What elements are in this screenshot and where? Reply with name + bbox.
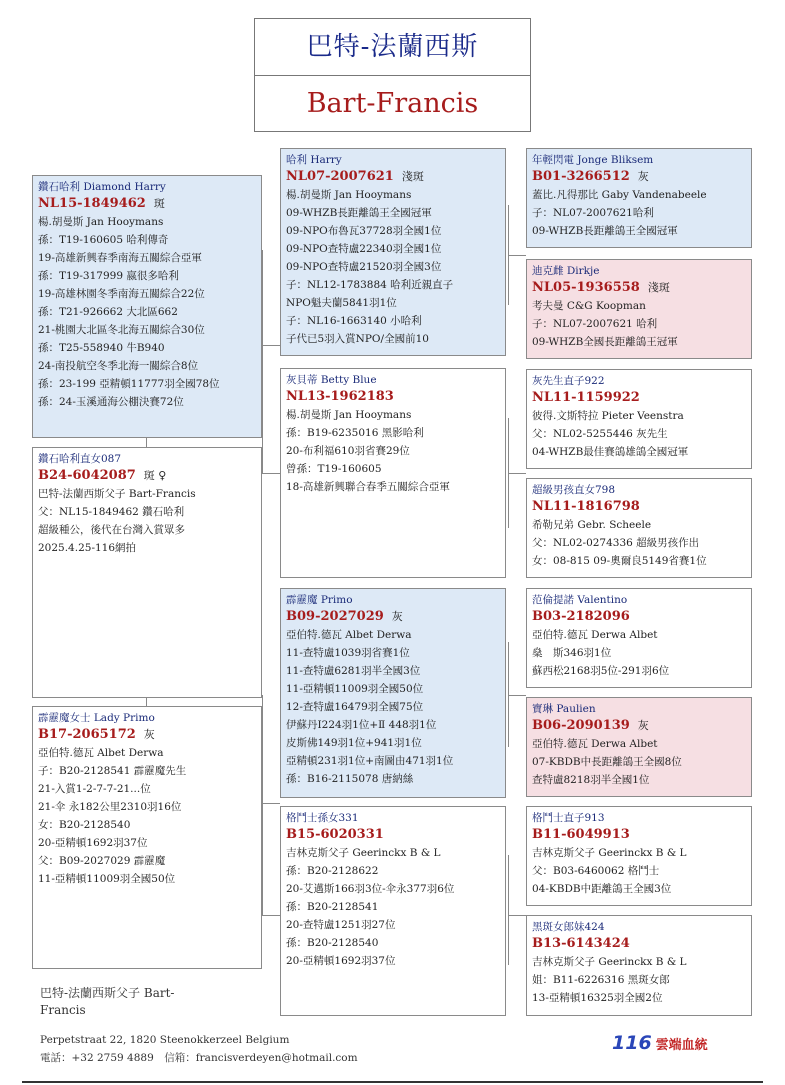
owner-name <box>40 985 240 1019</box>
ds-dam-card[interactable] <box>526 697 752 797</box>
detail-line: 父：NL02-0274336 超級男孩作出 <box>532 537 700 549</box>
ring-number: B17-2065172 灰 <box>38 727 155 742</box>
detail-line: 04-KBDB中距離鴿王全國3位 <box>532 883 672 895</box>
ring-number: NL07-2007621 淺斑 <box>286 169 424 184</box>
ds-sire-card[interactable] <box>526 588 752 688</box>
detail-line: 伊蘇丹Ⅰ224羽1位+Ⅱ 448羽1位 <box>286 719 437 731</box>
contact-block <box>40 1031 358 1067</box>
detail-line: 子：B20-2128541 霹靂魔先生 <box>38 765 187 777</box>
detail-line: 考夫曼 C&G Koopman <box>532 300 646 312</box>
detail-line: 燊 斯346羽1位 <box>532 647 612 659</box>
ring-number: NL13-1962183 <box>286 389 394 404</box>
pigeon-details <box>532 407 746 461</box>
detail-line: 20-艾邁斯166羽3位-伞永377羽6位 <box>286 883 455 895</box>
pigeon-name: 灰先生直子922 <box>532 375 605 387</box>
detail-line: 04-WHZB最佳賽鴿雄鴿全國冠軍 <box>532 446 689 458</box>
pigeon-name: 迪克雌 Dirkje <box>532 265 600 277</box>
ring-number: B15-6020331 <box>286 827 384 842</box>
ss-sire-card[interactable] <box>526 148 752 248</box>
pigeon-name: 霹靂魔 Primo <box>286 594 353 606</box>
detail-line: 子代已5羽入賞NPO/全國前10 <box>286 333 429 345</box>
detail-line: 20-查特盧1251羽27位 <box>286 919 396 931</box>
detail-line: 孫：T25-558940 牛B940 <box>38 342 165 354</box>
detail-line: 父：B09-2027029 霹靂魔 <box>38 855 166 867</box>
dam-card[interactable] <box>32 706 262 969</box>
detail-line: 孫：B20-2128622 <box>286 865 379 877</box>
contact-info: 電話：+32 2759 4889 信箱：francisverdeyen@hotmail.com <box>40 1052 358 1064</box>
detail-line: 父：NL02-5255446 灰先生 <box>532 428 668 440</box>
detail-line: 09-NPO查特盧22340羽全國1位 <box>286 243 442 255</box>
detail-line: 孫：T21-926662 大北區662 <box>38 306 178 318</box>
pigeon-color: 灰 <box>637 719 649 732</box>
detail-line: 吉林克斯父子 Geerinckx B & L <box>286 847 441 859</box>
detail-line: 19-高雄新興春季南海五關綜合亞軍 <box>38 252 202 264</box>
detail-line: 女：B20-2128540 <box>38 819 131 831</box>
pigeon-name: 范倫提諾 Valentino <box>532 594 628 606</box>
pigeon-color: 灰 <box>637 170 649 183</box>
sire-card[interactable] <box>32 175 262 438</box>
detail-line: 21-入賞1-2-7-7-21...位 <box>38 783 151 795</box>
detail-line: 亞精頓231羽1位+南圖由471羽1位 <box>286 755 454 767</box>
brand-logo <box>612 1032 722 1056</box>
detail-line: 亞伯特.德瓦 Albet Derwa <box>38 747 164 759</box>
connector <box>262 345 280 346</box>
detail-line: 子：NL16-1663140 小哈利 <box>286 315 422 327</box>
ring-number: NL05-1936558 淺斑 <box>532 280 670 295</box>
detail-line: 彼得.文斯特拉 Pieter Veenstra <box>532 410 684 422</box>
detail-line: 女：08-815 09-奧爾良5149省賽1位 <box>532 555 707 567</box>
detail-line: 父：B03-6460062 格鬥士 <box>532 865 660 877</box>
logo-number: 116 <box>612 1032 652 1054</box>
pigeon-name: 哈利 Harry <box>286 154 342 166</box>
pigeon-name: 霹靂魔女士 Lady Primo <box>38 712 155 724</box>
detail-line: 曾孫：T19-160605 <box>286 463 382 475</box>
connector <box>146 698 147 706</box>
connector <box>262 695 263 915</box>
detail-line: 2025.4.25-116網拍 <box>38 542 137 554</box>
detail-line: 24-南投航空冬季北海一關綜合8位 <box>38 360 199 372</box>
connector <box>262 803 280 804</box>
detail-line: 孫：B20-2128540 <box>286 937 379 949</box>
detail-line: NPO魁夫蘭5841羽1位 <box>286 297 397 309</box>
pigeon-details <box>532 626 746 680</box>
ring-number: NL15-1849462 斑 <box>38 196 165 211</box>
detail-line: 父：NL15-1849462 鑽石哈利 <box>38 506 185 518</box>
pigeon-name: 年輕閃電 Jonge Bliksem <box>532 154 654 166</box>
detail-line: 12-查特盧16479羽全國75位 <box>286 701 424 713</box>
detail-line: 亞伯特.德瓦 Derwa Albet <box>532 629 658 641</box>
detail-line: 孫：23-199 亞精頓11777羽全國78位 <box>38 378 220 390</box>
pigeon-details <box>532 186 746 240</box>
pigeon-details <box>286 406 500 496</box>
ring-number: B11-6049913 <box>532 827 630 842</box>
pigeon-color: 淺斑 <box>647 281 670 294</box>
sd-sire-card[interactable] <box>526 369 752 469</box>
sire-dam-card[interactable] <box>280 368 506 578</box>
pigeon-color: 斑 <box>153 197 165 210</box>
detail-line: 07-KBDB中長距離鴿王全國8位 <box>532 756 682 768</box>
detail-line: 20-布利福610羽省賽29位 <box>286 445 410 457</box>
connector <box>508 695 526 696</box>
pigeon-details <box>532 297 746 351</box>
pigeon-details <box>38 213 256 411</box>
connector <box>508 473 526 474</box>
ring-number: NL11-1816798 <box>532 499 640 514</box>
detail-line: 吉林克斯父子 Geerinckx B & L <box>532 956 687 968</box>
address: Perpetstraat 22, 1820 Steenokkerzeel Belgium <box>40 1034 290 1046</box>
connector <box>146 437 147 447</box>
sd-dam-card[interactable] <box>526 478 752 578</box>
detail-line: 希勒兄弟 Gebr. Scheele <box>532 519 652 531</box>
pigeon-color: 斑 ♀ <box>143 469 167 482</box>
detail-line: 11-亞精頓11009羽全國50位 <box>286 683 424 695</box>
detail-line: 18-高雄新興聯合春季五關綜合亞軍 <box>286 481 450 493</box>
ring-number: NL11-1159922 <box>532 390 640 405</box>
pigeon-name: 黑斑女郎妹424 <box>532 921 605 933</box>
detail-line: 09-WHZB長距離鴿王全國冠軍 <box>532 225 678 237</box>
detail-line: 蓋比.凡得那比 Gaby Vandenabeele <box>532 189 707 201</box>
pigeon-color: 灰 <box>391 610 403 623</box>
pigeon-details <box>286 844 500 970</box>
detail-line: 20-亞精頓1692羽37位 <box>38 837 148 849</box>
detail-line: 21-伞 永182公里2310羽16位 <box>38 801 182 813</box>
pigeon-details <box>532 844 746 898</box>
pigeon-name: 超級男孩直女798 <box>532 484 616 496</box>
pigeon-name: 格鬥士孫女331 <box>286 812 359 824</box>
subject-card[interactable] <box>32 447 262 698</box>
detail-line: 楊.胡曼斯 Jan Hooymans <box>38 216 164 228</box>
pigeon-name: 灰貝蒂 Betty Blue <box>286 374 377 386</box>
pigeon-name: 鑽石哈利 Diamond Harry <box>38 181 166 193</box>
sire-sire-card[interactable] <box>280 148 506 356</box>
detail-line: 11-查特盧1039羽省賽1位 <box>286 647 410 659</box>
pigeon-name: 格鬥士直子913 <box>532 812 605 824</box>
detail-line: 子：NL07-2007621 哈利 <box>532 318 658 330</box>
dam-sire-card[interactable] <box>280 588 506 798</box>
detail-line: 亞伯特.德瓦 Albet Derwa <box>286 629 412 641</box>
title-chinese: 巴特-法蘭西斯 <box>306 32 479 62</box>
detail-line: 孫：T19-317999 嬴很多哈利 <box>38 270 179 282</box>
title-english: Bart-Francis <box>306 88 479 119</box>
logo-text: 雲端血統 <box>655 1038 708 1053</box>
dd-dam-card[interactable] <box>526 915 752 1016</box>
connector <box>508 255 526 256</box>
detail-line: 13-亞精頓16325羽全國2位 <box>532 992 663 1004</box>
dam-dam-card[interactable] <box>280 806 506 1016</box>
pigeon-name: 寶琳 Paulien <box>532 703 596 715</box>
connector <box>508 855 509 965</box>
detail-line: 查特盧8218羽半全國1位 <box>532 774 650 786</box>
detail-line: 09-NPO布魯瓦37728羽全國1位 <box>286 225 442 237</box>
owner-line: Francis <box>40 1003 86 1017</box>
detail-line: 子：NL12-1783884 哈利近親直子 <box>286 279 454 291</box>
pigeon-details <box>532 735 746 789</box>
connector <box>262 915 280 916</box>
pigeon-details <box>286 626 500 788</box>
connector <box>262 473 280 474</box>
detail-line: 11-亞精頓11009羽全國50位 <box>38 873 176 885</box>
pigeon-color: 灰 <box>143 728 155 741</box>
pigeon-details <box>532 516 746 570</box>
ring-number: B09-2027029 灰 <box>286 609 403 624</box>
pigeon-color: 淺斑 <box>401 170 424 183</box>
detail-line: 孫：24-玉溪通海公棚決賽72位 <box>38 396 184 408</box>
ss-dam-card[interactable] <box>526 259 752 359</box>
dd-sire-card[interactable] <box>526 806 752 906</box>
pigeon-details <box>286 186 500 348</box>
detail-line: 孫：B16-2115078 唐納絲 <box>286 773 414 785</box>
detail-line: 20-亞精頓1692羽37位 <box>286 955 396 967</box>
detail-line: 楊.胡曼斯 Jan Hooymans <box>286 409 412 421</box>
title-box <box>254 18 531 132</box>
detail-line: 楊.胡曼斯 Jan Hooymans <box>286 189 412 201</box>
ring-number: B06-2090139 灰 <box>532 718 649 733</box>
footer-rule <box>22 1081 763 1083</box>
pigeon-details <box>38 485 256 557</box>
ring-number: B01-3266512 灰 <box>532 169 649 184</box>
pigeon-details <box>38 744 256 888</box>
ring-number: B03-2182096 <box>532 609 630 624</box>
detail-line: 11-查特盧6281羽半全國3位 <box>286 665 421 677</box>
detail-line: 吉林克斯父子 Geerinckx B & L <box>532 847 687 859</box>
detail-line: 蘇西松2168羽5位-291羽6位 <box>532 665 670 677</box>
detail-line: 巴特-法蘭西斯父子 Bart-Francis <box>38 488 196 500</box>
detail-line: 姐：B11-6226316 黑斑女郎 <box>532 974 670 986</box>
owner-line: 巴特-法蘭西斯父子 Bart- <box>40 986 175 1000</box>
ring-number: B13-6143424 <box>532 936 630 951</box>
detail-line: 孫：B20-2128541 <box>286 901 379 913</box>
detail-line: 09-NPO查特盧21520羽全國3位 <box>286 261 442 273</box>
ring-number: B24-6042087 斑 ♀ <box>38 468 167 483</box>
detail-line: 19-高雄林園冬季南海五關綜合22位 <box>38 288 205 300</box>
pigeon-name: 鑽石哈利直女087 <box>38 453 122 465</box>
detail-line: 21-桃園大北區冬北海五關綜合30位 <box>38 324 205 336</box>
detail-line: 超級種公，後代在台灣入賞眾多 <box>38 524 185 536</box>
connector <box>508 915 526 916</box>
detail-line: 09-WHZB全國長距離鴿王冠軍 <box>532 336 678 348</box>
pigeon-details <box>532 953 746 1007</box>
detail-line: 09-WHZB長距離鴿王全國冠軍 <box>286 207 432 219</box>
connector <box>262 250 263 473</box>
detail-line: 孫：B19-6235016 黑影哈利 <box>286 427 424 439</box>
detail-line: 孫：T19-160605 哈利傳奇 <box>38 234 169 246</box>
detail-line: 皮斯佛149羽1位+941羽1位 <box>286 737 422 749</box>
detail-line: 子：NL07-2007621哈利 <box>532 207 654 219</box>
detail-line: 亞伯特.德瓦 Derwa Albet <box>532 738 658 750</box>
